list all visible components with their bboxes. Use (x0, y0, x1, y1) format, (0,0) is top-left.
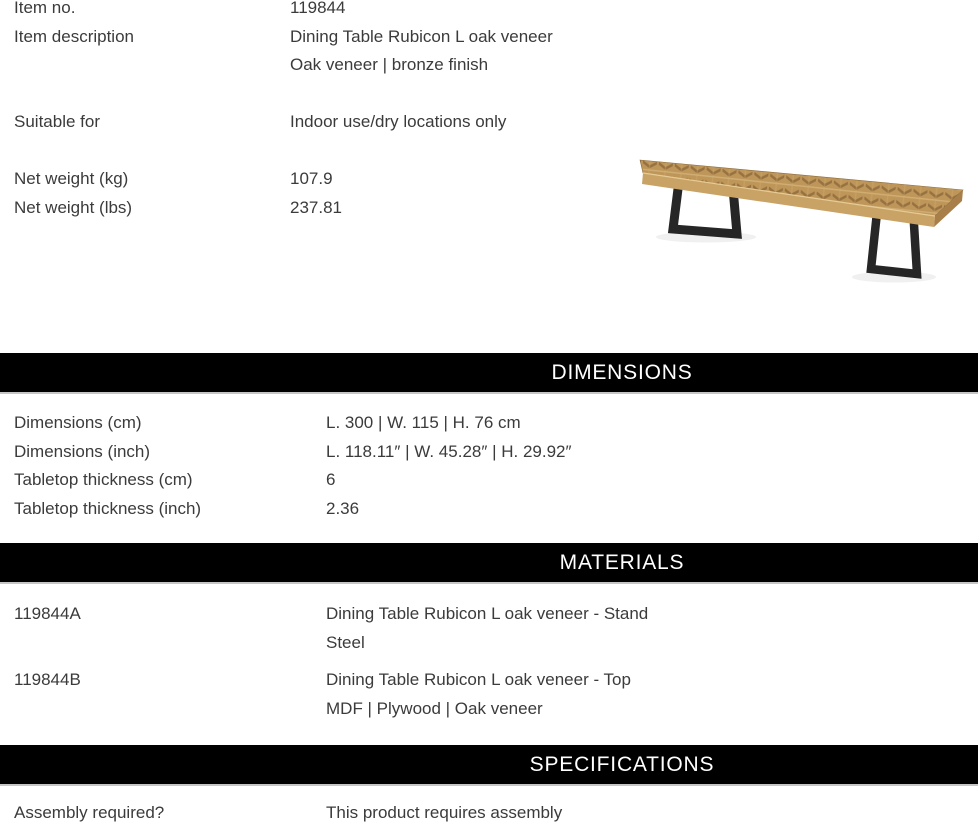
spec-row-label: 119844B (14, 670, 81, 689)
spacer (0, 80, 978, 109)
spec-row-label: Item description (14, 26, 134, 46)
spacer (0, 137, 978, 166)
spec-row-suitable-for (0, 108, 978, 137)
spec-row-value: L. 300 | W. 115 | H. 76 cm (326, 413, 521, 432)
spec-row-material-a-line2 (0, 629, 978, 658)
spec-row-material-b (0, 666, 978, 695)
materials-section (0, 600, 978, 723)
spec-row-value: Steel (326, 632, 365, 652)
spec-row-item-no (0, 0, 978, 23)
spec-row-net-weight-kg (0, 165, 978, 194)
section-title: DIMENSIONS (551, 361, 693, 384)
spec-row-value: 6 (326, 470, 336, 489)
section-banner-specifications (0, 745, 978, 784)
spec-row-label-empty (0, 629, 326, 658)
product-info-section (0, 0, 978, 222)
spec-row-assembly-required (0, 799, 978, 827)
spec-row-value: Dining Table Rubicon L oak veneer - Top (326, 670, 631, 689)
spec-row-net-weight-lbs (0, 194, 978, 223)
spec-row-label: Tabletop thickness (inch) (14, 498, 202, 518)
spec-row-dimensions-cm (0, 409, 978, 438)
spec-row-value: Oak veneer | bronze finish (290, 55, 489, 74)
spec-row-label: Item no. (14, 0, 76, 17)
dimensions-section (0, 409, 978, 523)
spec-row-value: Dining Table Rubicon L oak veneer - Stand (326, 604, 649, 623)
spec-row-label-empty (0, 695, 326, 724)
spec-row-value: 107.9 (290, 169, 333, 188)
spec-row-item-description (0, 23, 978, 52)
spec-row-tabletop-thickness-cm (0, 466, 978, 495)
spec-row-dimensions-inch (0, 438, 978, 467)
spec-row-value: This product requires assembly (326, 803, 563, 822)
spec-row-value: L. 118.11″ | W. 45.28″ | H. 29.92″ (326, 441, 572, 461)
spec-row-label: Net weight (kg) (14, 169, 129, 188)
spec-row-label: Dimensions (inch) (14, 441, 151, 461)
section-title: MATERIALS (559, 551, 685, 574)
spec-row-material-a (0, 600, 978, 629)
spec-row-value: 2.36 (326, 498, 360, 518)
spec-row-label: Tabletop thickness (cm) (14, 470, 193, 489)
specifications-section (0, 799, 978, 827)
spec-row-value: MDF | Plywood | Oak veneer (326, 698, 543, 718)
spec-row-item-description-line2 (0, 51, 978, 80)
section-title: SPECIFICATIONS (529, 753, 715, 776)
spec-row-material-b-line2 (0, 695, 978, 724)
spec-row-label-empty (0, 51, 290, 80)
spec-row-label: Suitable for (14, 112, 100, 131)
section-banner-materials (0, 543, 978, 582)
spec-row-label: 119844A (14, 604, 81, 623)
spec-row-value: 237.81 (290, 197, 342, 217)
spec-row-label: Net weight (lbs) (14, 197, 133, 217)
spec-row-label: Dimensions (cm) (14, 413, 142, 432)
section-banner-dimensions (0, 353, 978, 392)
spec-row-value: Dining Table Rubicon L oak veneer (290, 26, 553, 46)
spec-row-label: Assembly required? (14, 803, 165, 822)
spec-row-tabletop-thickness-inch (0, 495, 978, 524)
spec-row-value: Indoor use/dry locations only (290, 112, 507, 131)
spec-row-value: 119844 (290, 0, 346, 17)
